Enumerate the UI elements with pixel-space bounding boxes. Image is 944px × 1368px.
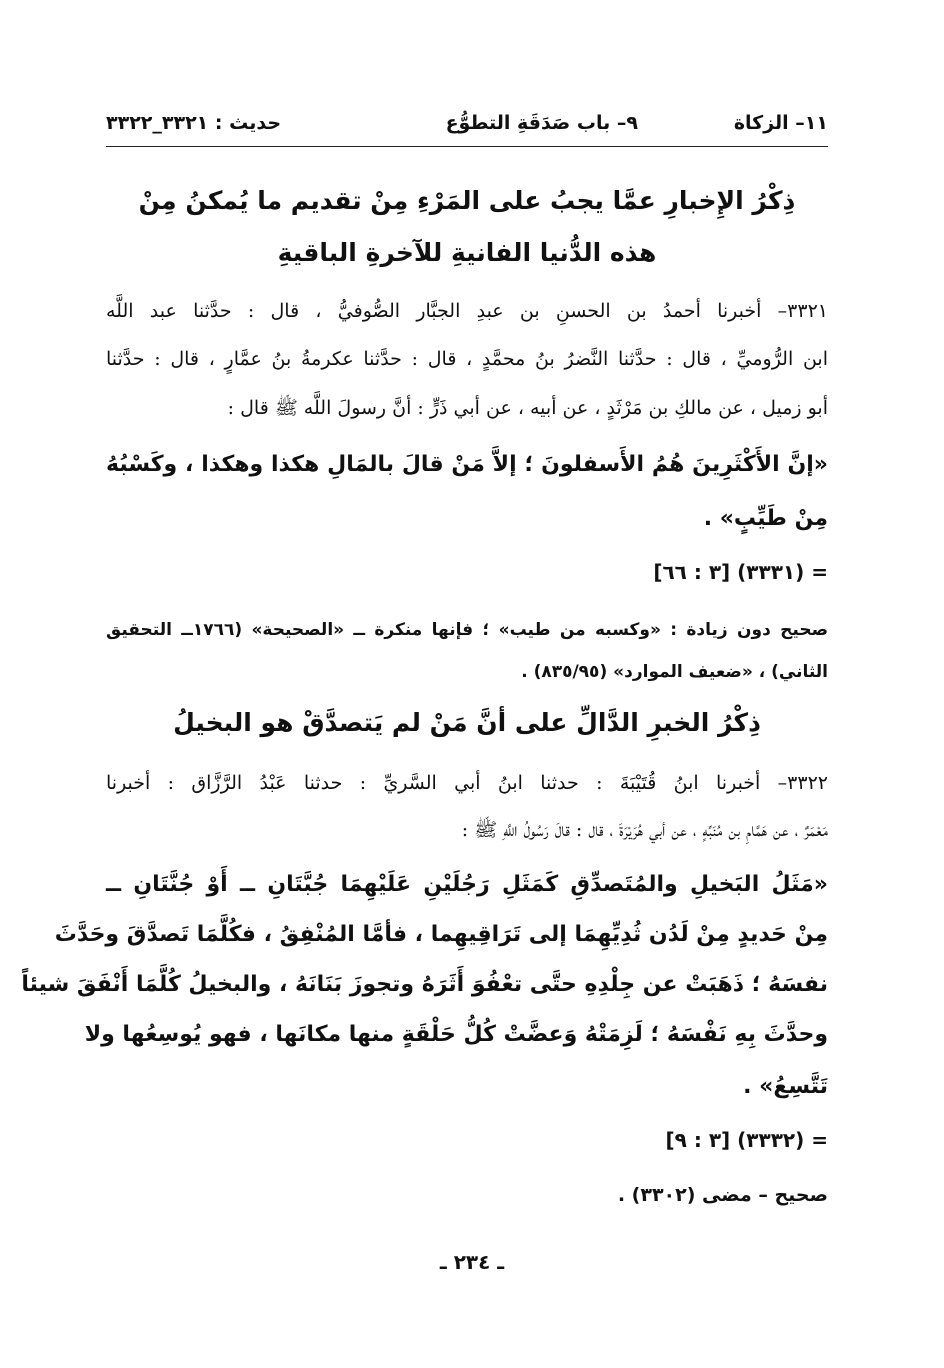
hadith-matn-line: مِنْ طَيِّبٍ» . <box>703 506 828 531</box>
section-title-line-2: هذه الدُّنيا الفانيةِ للآخرةِ الباقيةِ <box>277 238 657 267</box>
grading-line: صحيح – مضى (٣٣٠٢) . <box>617 1184 828 1206</box>
hadith-matn-line: «إنَّ الأَكْثَرِينَ هُمُ الأَسفلونَ ؛ إلاَّ مَنْ قالَ بالمَالِ هكذا وهكذا ، وكَسْبُهُ <box>106 452 828 477</box>
hadith-isnad-line: مَعْمَرٌ ، عن هَمَّامِ بن مُنَبِّهٍ ، عن أبي هُرَيْرَةَ ، قال : قالَ رَسُولُ اللَّهِ ﷺ : <box>461 819 828 841</box>
grading-line: الثاني) ، «ضعيف الموارد» (٨٣٥/٩٥) . <box>521 662 828 682</box>
header-rule <box>106 146 828 147</box>
hadith-matn-line: نفسَهُ ؛ ذَهَبَتْ عن جِلْدِهِ حتَّى تعْفُوَ أَثَرَهُ وتجوزَ بَنَانَهُ ، والبخيلُ كُلَّمَا أَنْفَقَ شيئاً <box>21 972 828 997</box>
section-title-line-1: ذِكْرُ الإِخبارِ عمَّا يجبُ على المَرْءِ مِنْ تقديم ما يُمكنُ مِنْ <box>138 186 796 215</box>
cross-reference: = (٣٣٣١) [٣ : ٦٦] <box>653 560 828 584</box>
hadith-isnad-line: أبو زميل ، عن مالكِ بن مَرْثَدٍ ، عن أبيه ، عن أبي ذَرٍّ : أنَّ رسولَ اللَّه ﷺ قال : <box>227 397 828 419</box>
hadith-isnad-line: ٣٣٢١– أخبرنا أحمدُ بن الحسنِ بن عبدِ الجبَّار الصُّوفيُّ ، قال : حدَّثنا عبد اللَّه <box>106 300 828 322</box>
hadith-matn-line: وحدَّثَ بِهِ نَفْسَهُ ؛ لَزِمَتْهُ وَعضَّتْ كُلُّ حَلْقَةٍ منها مكانَها ، فهو يُوسِعُها ولا <box>84 1022 828 1047</box>
page-number: ـ ٢٣٤ ـ <box>439 1250 505 1274</box>
header-hadith-range: حديث : ٣٣٢١_٣٣٢٢ <box>106 112 282 134</box>
hadith-matn-line: مِنْ حَديدٍ مِنْ لَدُن ثُدِيِّهِمَا إلى تَرَاقِيهِما ، فأمَّا المُنْفِقُ ، فكُلَّمَا تَصدَّقَ وحَدَّثَ <box>54 922 828 947</box>
running-header <box>106 112 828 142</box>
section-title: ذِكْرُ الخبرِ الدَّالِّ على أنَّ مَنْ لم يَتصدَّقْ هو البخيلُ <box>173 708 761 737</box>
cross-reference: = (٣٣٣٢) [٣ : ٩] <box>665 1128 828 1152</box>
hadith-isnad-line: ابن الرُّوميِّ ، قال : حدَّثنا النَّضرُ بنُ محمَّدٍ ، قال : حدَّثنا عكرمةُ بنُ عمَّارٍ ، قال : حدَّثنا <box>106 348 828 370</box>
header-chapter-title: ٩– باب صَدَقَةِ التطوُّع <box>445 112 638 134</box>
hadith-isnad-line: ٣٣٢٢– أخبرنا ابنُ قُتَيْبَةَ : حدثنا ابنُ أبي السَّريِّ : حدثنا عَبْدُ الرَّزَّاق : أخبرنا <box>106 772 828 794</box>
header-book-title: ١١– الزكاة <box>733 112 828 134</box>
hadith-matn-line: تَتَّسِعُ» . <box>743 1074 828 1099</box>
hadith-matn-line: «مَثَلُ البَخيلِ والمُتَصدِّقِ كَمَثَلِ رَجُلَيْنِ عَلَيْهِمَا جُبَّتَانِ ــ أَوْ جُنَّتَانِ ــ <box>106 872 828 897</box>
grading-line: صحيح دون زيادة : «وكسبه من طيب» ؛ فإنها منكرة ــ «الصحيحة» (١٧٦٦ــ التحقيق <box>106 620 828 640</box>
